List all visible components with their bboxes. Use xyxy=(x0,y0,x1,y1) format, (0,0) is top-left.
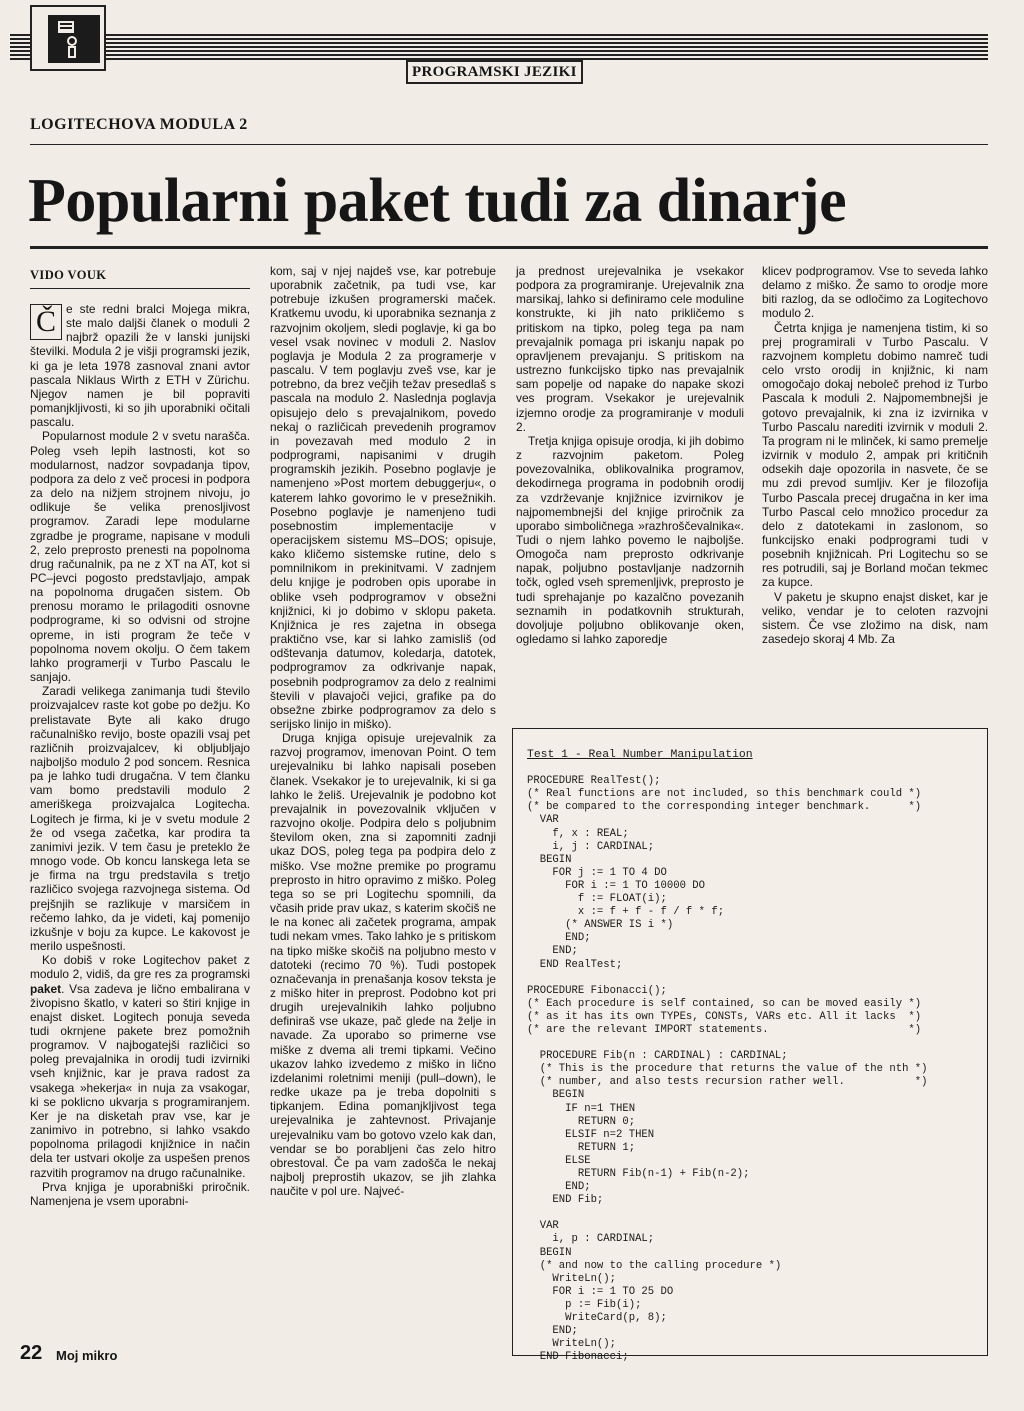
paragraph: Č e ste redni bralci Mojega mikra, ste malo daljši članek o moduli 2 najbrž opazili že v lanski junijski številki. Modula 2 je višji programski jezik, ki ga je leta 1978 zasnoval znani avtor pascala Niklaus Wirth z ETH v Zürichu. Njegov namen je bil popraviti pomanjkljivosti, ki so jih uporabniki očitali pascalu. xyxy=(30,302,250,430)
paragraph: ja prednost urejevalnika je vsekakor podpora za programiranje. Urejevalnik zna marsikaj, lahko si definiramo cele moduline konstrukte, ki jih nato prikličemo s pritiskom na tipko, poleg tega pa nam prevajalnik pomaga pri iskanju napak po opravljenem prevajanju. S pritiskom na ustrezno funkcijsko tipko nas prevajalnik sam popelje od napake do napake skozi ves program. Vsekakor je urejevalnik izjemno orodje za programiranje v moduli 2. xyxy=(516,264,744,434)
author-rule xyxy=(30,288,250,289)
paragraph: Druga knjiga opisuje urejevalnik za razvoj programov, imenovan Point. O tem urejevalniku bi lahko napisali poseben članek. Vsekakor je to urejevalnik, ki si ga lahko le želiš. Urejevalnik je podobno kot prevajalnik in povezovalnik vključen v razvojno okolje. Podpira delo s poljubnim številom oken, zna si zapomniti zadnji ukaz DOS, poleg tega pa podpira delo z miško. Vse možne premike po programu preprosto in hitro opravimo z miško. Poleg tega so se pri Logitechu spomnili, da včasih pride prav ukaz, s katerim skočiš ne le na konec ali začetek programa, ampak tudi nekam vmes. Tako lahko je s pritiskom na tipko miške skočiš na poljubno mesto v datoteki (recimo 70 %). Tudi postopek označevanja in prenašanja kosov teksta je z miško hiter in preprost. Podobno kot pri drugih urejevalnikih lahko poljubno definiraš vse ukaze, pač glede na želje in navade. Za uporabo so primerne vse miške z dvema ali tremi tipkami. Večino ukazov lahko izvedemo z miško in lično izdelanimi roletnimi meniji (pull–down), le redke ukaze pa je treba dopolniti s tipkanjem. Edina pomanjkljivost tega urejevalnika je zahtevnost. Privajanje urejevalniku vam bo gotovo vzelo kak dan, vendar se bo porabljeni čas zelo hitro obrestoval. Če pa vam zadošča le nekaj najbolj preprostih ukazov, se jih zlahka naučite v pol ure. Najveć- xyxy=(270,731,497,1199)
paragraph: Ko dobiš v roke Logitechov paket z modulo 2, vidiš, da gre res za programski paket. Vsa zadeva je lično embalirana v živopisno škatlo, v kateri so štiri knjige in enajst disket. Logitech ponuja seveda tudi okrnjene pakete brez pomožnih programov. V najbogatejši različici so poleg prevajalnika in orodij tudi izvirniki vseh knjižnic, kar je prava radost za vsakega »hekerja« in nuja za vsakogar, ki se poklicno ukvarja s programiranjem. Ker je na disketah prav vse, kar je zanimivo in potrebno, si lahko vsakdo popolnoma prilagodi knjižnice in način dela ter ustvari okolje za uspešen prenos razvitih programov na drugo računalnike. xyxy=(30,953,250,1180)
paragraph: kom, saj v njej najdeš vse, kar potrebuje uporabnik začetnik, pa tudi vse, kar potrebuje izkušen programerski maček. Kratkemu uvodu, ki uporabnika seznanja z razvojnim okoljem, sledi poglavje, ki ga bo vesel vsak novinec v moduli 2. Naslov poglavja je Modula 2 za programerje v pascalu. V tem poglavju zveš vse, kar je potrebno, da brez večjih težav presedlaš s pascala na modulo 2. Naslednja poglavja opisujejo delo s prevajalnikom, povedo nekaj o različicah prevedenih programov in povezavah med modulo 2 in podprogrami, napisanimi v drugih programskih jezikih. Posebno poglavje je namenjeno »Post mortem debuggerju«, o katerem lahko govorimo le v presežnikih. Posebno poglavje je namenjeno tudi posebnostim implementacije v operacijskem sistemu MS–DOS; opisuje, kako kličemo sistemske rutine, delo s pomnilnikom in prekinitvami. V zadnjem delu knjige je podroben opis uporabe in oblike vseh podprogramov v obsežni knjižnici, ki jo dobimo v sklopu paketa. Knjižnica je res zajetna in obsega praktično vse, kar si lahko zamisliš (od odštevanja datumov, koledarja, datotek, podprogramov za odkrivanje napak, posebnih podprogramov za delo z realnimi števili v plavajoči vejici, grafike pa do obsežne zbirke podprogramov za delo s serijsko linijo in miško). xyxy=(270,264,496,731)
article-author: VIDO VOUK xyxy=(30,268,107,282)
header-stripes xyxy=(106,34,988,62)
article-headline: Popularni paket tudi za dinarje xyxy=(28,167,847,235)
code-listing-body: PROCEDURE RealTest(); (* Real functions are not included, so this benchmark could *) (* be compared to the corresponding integer benchmark. *) VAR f, x : REAL; i, j : CARDINAL; BEGIN FOR j := 1 TO 4 DO FOR i := 1 TO 10000 DO f := FLOAT(i); x := f + f - f / f * f; (* ANSWER IS i *) END; END; END RealTest; PROCEDURE Fibonacci(); (* Each procedure is self contained, so can be moved easily *) (* as it has its own TYPEs, CONSTs, VARs etc. All it lacks *) (* are the relevant IMPORT statements. *) PROCEDURE Fib(n : CARDINAL) : CARDINAL; (* This is the procedure that returns the value of the nth *) (* number, and also tests recursion rather well. *) BEGIN IF n=1 THEN RETURN 0; ELSIF n=2 THEN RETURN 1; ELSE RETURN Fib(n-1) + Fib(n-2); END; END Fib; VAR i, p : CARDINAL; BEGIN (* and now to the calling procedure *) WriteLn(); FOR i := 1 TO 25 DO p := Fib(i); WriteCard(p, 8); END; WriteLn(); END Fibonacci; xyxy=(527,775,928,1364)
article-column-3 xyxy=(516,264,744,646)
paragraph: Tretja knjiga opisuje orodja, ki jih dobimo z razvojnim paketom. Poleg povezovalnika, oblikovalnika programov, dekodirnega programa in podobnih orodij za vzdrževanje knjižnice izvirnikov je najpomembnejši del knjige priročnik za uporabo simboličnega »razhroščevalnika«. Tudi o njem lahko povemo le najboljše. Omogoča nam preprosto odkrivanje napak, poljubno postavljanje nadzornih točk, ogled vseh spremenljivk, preprosto je tudi sprehajanje po kazalčno povezanih seznamih in podatkovnih strukturah, dovoljuje poljubno oblikovanje oken, ogledamo si lahko zaporedje xyxy=(516,433,744,647)
paragraph: Zaradi velikega zanimanja tudi število proizvajalcev raste kot gobe po dežju. Ko prelistavate Byte ali kako drugo računalniško revijo, boste opazili vsaj pet različnih proizvajalcev, ki obljubljajo najboljšo modulo 2 pod soncem. Resnica pa je lahko tudi drugačna. V tem članku vam bomo predstavili modulo 2 ameriškega proizvajalca Logitecha. Logitech je firma, ki je v svetu module 2 že od vsega začetka, kar prodira ta zanimivi jezik. V tem času je preteklo že mnogo vode. Ob koncu lanskega leta se je firma na trgu predstavila s tretjo različico svojega razvojnega sistema. Od prejšnjih se razlikuje v marsičem in rečemo lahko, da je videti, kaj pomenijo izkušnje v boju za kupce. Le kakovost je merilo uspešnosti. xyxy=(30,684,250,954)
code-listing-title: Test 1 - Real Number Manipulation xyxy=(527,749,753,761)
code-listing-box xyxy=(512,728,988,1364)
section-logo xyxy=(30,5,106,71)
kicker-rule xyxy=(30,144,988,145)
headline-rule xyxy=(30,246,988,249)
paragraph: V paketu je skupno enajst disket, kar je veliko, vendar je to celoten razvojni sistem. Če vse zložimo na disk, nam zasedejo skoraj 4 Mb. Za xyxy=(762,589,988,647)
paragraph: Popularnost module 2 v svetu narašča. Poleg vseh lepih lastnosti, kot so modularnost, nadzor sovpadanja tipov, podpora za delo z več procesi in podpora za delo na nižjem strojnem nivoju, jo odlikuje še velika prenosljivost programov. Zaradi lepe modularne zgradbe je programe, napisane v moduli 2, zelo preprosto prenesti na popolnoma drug računalnik, pa ne z XT na AT, kot si PC–jevci pogosto predstavljajo, ampak na popolnoma drugačen sistem. Ob prenosu moramo le prilagoditi osnovne podprograme, ki so odvisni od strojne opreme, in isti program že teče v popolnoma novem okolju. O čem takem lahko programerji v Turbo Pascalu le sanjajo. xyxy=(30,429,250,685)
article-column-2 xyxy=(270,264,496,1198)
computer-disk-icon xyxy=(48,15,100,63)
paragraph: Prva knjiga je uporabniški priročnik. Namenjena je vsem uporabni- xyxy=(30,1179,250,1208)
magazine-name: Moj mikro xyxy=(56,1348,118,1363)
page-number: 22 xyxy=(20,1342,43,1364)
drop-cap: Č xyxy=(30,304,62,340)
paragraph: klicev podprogramov. Vse to seveda lahko delamo z miško. Že samo to orodje more biti razlog, da se odločimo za Logitechovo modulo 2. xyxy=(762,264,988,321)
header-stripes-left xyxy=(10,34,30,62)
code-listing xyxy=(527,749,928,1364)
article-column-1 xyxy=(30,302,250,1208)
section-tag: PROGRAMSKI JEZIKI xyxy=(406,60,583,84)
paragraph: Četrta knjiga je namenjena tistim, ki so prej programirali v Turbo Pascalu. V razvojnem kompletu dobimo namreč tudi celo vrsto orodij in knjižnic, ki nam omogočajo dokaj neboleč prehod iz Turbo Pascala k moduli 2. Najpomembnejši je gotovo prevajalnik, ki zna iz izvirnika v Turbo Pascalu narediti izvirnik v moduli 2. Ta program ni le mlinček, ki samo premelje izvirnik v modulo 2, ampak pri kritičnih odsekih daje opozorila in nasvete, če se mu zdi prevod sumljiv. Ker je filozofija Turbo Pascala precej drugačna in ker ima Turbo Pascal celo množico procedur za delo z datotekami in zaslonom, so funkcijsko enaki podprogrami tudi v posebnih knjižnicah. Pri Logitechu so se res potrudili, saj je Borland močan tekmec za kupce. xyxy=(762,320,988,590)
article-column-4 xyxy=(762,264,988,646)
emphasis: paket xyxy=(30,981,62,996)
article-kicker: LOGITECHOVA MODULA 2 xyxy=(30,116,248,133)
